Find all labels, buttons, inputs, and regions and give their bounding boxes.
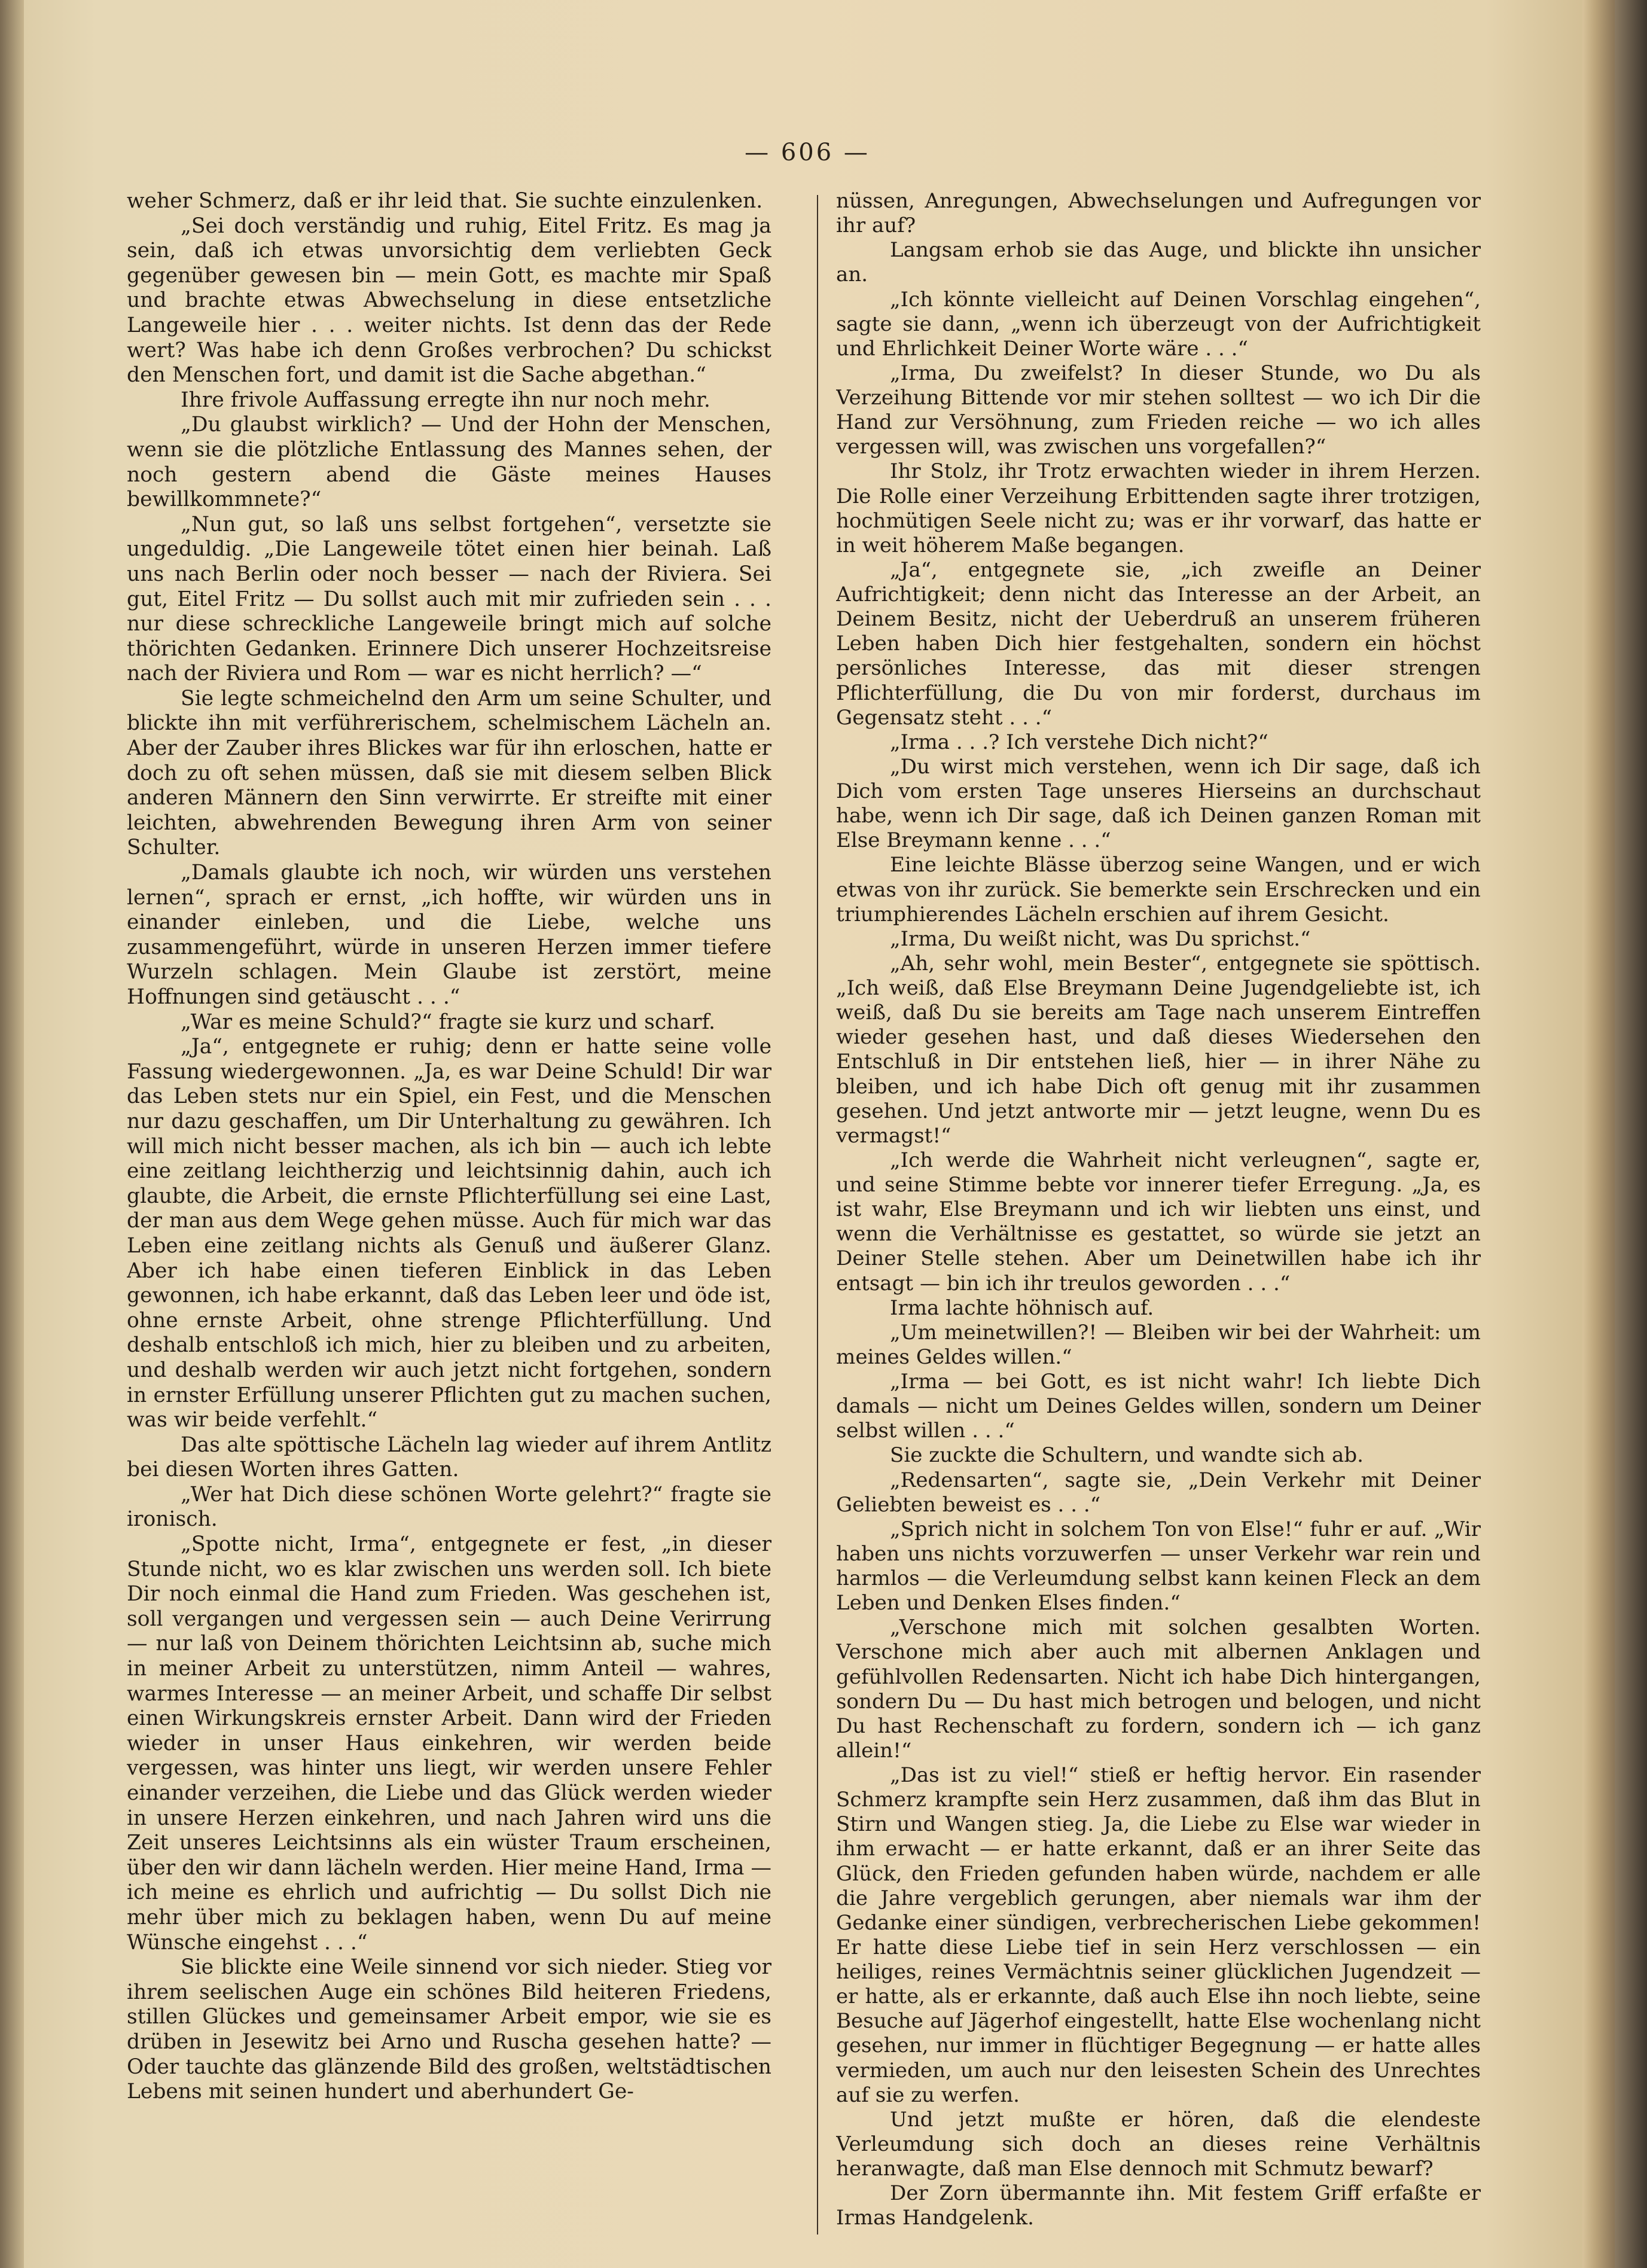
left-text-column: [127, 189, 771, 2235]
paragraph: Ihr Stolz, ihr Trotz erwachten wieder in ihrem Herzen. Die Rolle einer Verzeihung Erbittenden sagte ihrer trotzigen, hochmütigen Seele nicht zu; was er ihr vorwarf, das hatte er in weit höherem Maße begangen.: [836, 459, 1481, 557]
page-edge-shadow: [1582, 0, 1615, 2268]
paragraph: „Sprich nicht in solchem Ton von Else!“ fuhr er auf. „Wir haben uns nichts vorzuwerfen — unser Verkehr war rein und harmlos — die Verleumdung selbst kann keinen Fleck an dem Leben und Denken Elses finden.“: [836, 1517, 1481, 1615]
paragraph: Und jetzt mußte er hören, daß die elendeste Verleumdung sich doch an dieses reine Verhältnis heranwagte, daß man Else dennoch mit Schmutz bewarf?: [836, 2107, 1481, 2181]
paragraph: „Sei doch verständig und ruhig, Eitel Fritz. Es mag ja sein, daß ich etwas unvorsichtig dem verliebten Geck gegenüber gewesen bin — mein Gott, es machte mir Spaß und brachte etwas Abwechselung in diese entsetzliche Langeweile hier . . . weiter nichts. Ist denn das der Rede wert? Was habe ich denn Großes verbrochen? Du schickst den Menschen fort, und damit ist die Sache abgethan.“: [127, 214, 771, 388]
paragraph: „Redensarten“, sagte sie, „Dein Verkehr mit Deiner Geliebten beweist es . . .“: [836, 1468, 1481, 1517]
paragraph: „Wer hat Dich diese schönen Worte gelehrt?“ fragte sie ironisch.: [127, 1482, 771, 1532]
right-text-column: [836, 189, 1481, 2235]
paragraph: „Ja“, entgegnete er ruhig; denn er hatte seine volle Fassung wiedergewonnen. „Ja, es war Deine Schuld! Dir war das Leben stets nur ein Spiel, ein Fest, und die Menschen nur dazu geschaffen, um Dir Unterhaltung zu gewähren. Ich will mich nicht besser machen, als ich bin — auch ich lebte eine zeitlang leichtherzig und leichtsinnig dahin, auch ich glaubte, die Arbeit, die ernste Pflichterfüllung sei eine Last, der man aus dem Wege gehen müsse. Auch für mich war das Leben eine zeitlang nichts als Genuß und äußerer Glanz. Aber ich habe einen tieferen Einblick in das Leben gewonnen, ich habe erkannt, daß das Leben leer und öde ist, ohne ernste Arbeit, ohne strenge Pflichterfüllung. Und deshalb entschloß ich mich, hier zu bleiben und zu arbeiten, und deshalb werden wir auch jetzt nicht fortgehen, sondern in ernster Erfüllung unserer Pflichten gut zu machen suchen, was wir beide verfehlt.“: [127, 1035, 771, 1432]
page-number: — 606 —: [745, 139, 870, 166]
paragraph: „Damals glaubte ich noch, wir würden uns verstehen lernen“, sprach er ernst, „ich hoffte, wir würden uns in einander einleben, und die Liebe, welche uns zusammengeführt, würde in unseren Herzen immer tiefere Wurzeln schlagen. Mein Glaube ist zerstört, meine Hoffnungen sind getäuscht . . .“: [127, 861, 771, 1009]
paragraph: „Ich werde die Wahrheit nicht verleugnen“, sagte er, und seine Stimme bebte vor innerer tiefer Erregung. „Ja, es ist wahr, Else Breymann und ich wir liebten uns einst, und wenn die Verhältnisse es gestattet, so würde sie jetzt an Deiner Stelle stehen. Aber um Deinetwillen habe ich ihr entsagt — bin ich ihr treulos geworden . . .“: [836, 1148, 1481, 1295]
paragraph: „Du glaubst wirklich? — Und der Hohn der Menschen, wenn sie die plötzliche Entlassung des Mannes sehen, der noch gestern abend die Gäste meines Hauses bewillkommnete?“: [127, 413, 771, 512]
paragraph: „Irma, Du zweifelst? In dieser Stunde, wo Du als Verzeihung Bittende vor mir stehen solltest — wo ich Dir die Hand zur Versöhnung, zum Frieden reiche — wo ich alles vergessen will, was zwischen uns vorgefallen?“: [836, 361, 1481, 459]
paragraph: weher Schmerz, daß er ihr leid that. Sie suchte einzulenken.: [127, 189, 763, 213]
paragraph: „Irma . . .? Ich verstehe Dich nicht?“: [890, 730, 1268, 754]
paragraph: „Irma, Du weißt nicht, was Du sprichst.“: [890, 926, 1311, 951]
paragraph: Irma lachte höhnisch auf.: [890, 1295, 1154, 1320]
paragraph: Der Zorn übermannte ihn. Mit festem Griff erfaßte er Irmas Handgelenk.: [836, 2181, 1481, 2230]
page-binding-shadow: [0, 0, 24, 2268]
paragraph: „Du wirst mich verstehen, wenn ich Dir sage, daß ich Dich vom ersten Tage unseres Hierseins an durchschaut habe, wenn ich Dir sage, daß ich Deinen ganzen Roman mit Else Breymann kenne . . .“: [836, 754, 1481, 853]
paragraph: „Ah, sehr wohl, mein Bester“, entgegnete sie spöttisch. „Ich weiß, daß Else Breymann Deine Jugendgeliebte ist, ich weiß, daß Du sie bereits am Tage nach unserem Eintreffen wieder gesehen hast, und daß dieses Wiedersehen den Entschluß in Dir entstehen ließ, hier — in ihrer Nähe zu bleiben, und ich habe Dich oft genug mit ihr zusammen gesehen. Und jetzt antworte mir — jetzt leugne, wenn Du es vermagst!“: [836, 951, 1481, 1148]
paragraph: „Das ist zu viel!“ stieß er heftig hervor. Ein rasender Schmerz krampfte sein Herz zusammen, daß ihm das Blut in Stirn und Wangen stieg. Ja, die Liebe zu Else war wieder in ihm erwacht — er hatte erkannt, daß er an ihrer Seite das Glück, den Frieden gefunden haben würde, nachdem er alle die Jahre vergeblich gerungen, aber niemals war ihm der Gedanke einer sündigen, verbrecherischen Liebe gekommen! Er hatte diese Liebe tief in sein Herz verschlossen — ein heiliges, reines Vermächtnis seiner glücklichen Jugendzeit — er hatte, als er erkannte, daß auch Else ihn noch liebte, seine Besuche auf Jägerhof eingestellt, hatte Else wochenlang nicht gesehen, nur immer in flüchtiger Begegnung — er hatte alles vermieden, um auch nur den leisesten Schein des Unrechtes auf sie zu werfen.: [836, 1763, 1481, 2107]
column-divider: [817, 195, 818, 2235]
paragraph: Langsam erhob sie das Auge, und blickte ihn unsicher an.: [836, 238, 1481, 287]
paragraph: „Nun gut, so laß uns selbst fortgehen“, versetzte sie ungeduldig. „Die Langeweile tötet einen hier beinah. Laß uns nach Berlin oder noch besser — nach der Riviera. Sei gut, Eitel Fritz — Du sollst auch mit mir zufrieden sein . . . nur diese schreckliche Langeweile bringt mich auf solche thörichten Gedanken. Erinnere Dich unserer Hochzeitsreise nach der Riviera und Rom — war es nicht herrlich? —“: [127, 512, 771, 686]
paragraph: „Irma — bei Gott, es ist nicht wahr! Ich liebte Dich damals — nicht um Deines Geldes willen, sondern um Deiner selbst willen . . .“: [836, 1370, 1481, 1443]
paragraph: Das alte spöttische Lächeln lag wieder auf ihrem Antlitz bei diesen Worten ihres Gatten.: [127, 1432, 771, 1482]
paragraph: Sie zuckte die Schultern, und wandte sich ab.: [890, 1443, 1364, 1468]
paragraph: Eine leichte Blässe überzog seine Wangen, und er wich etwas von ihr zurück. Sie bemerkte sein Erschrecken und ein triumphierendes Lächeln erschien auf ihrem Gesicht.: [836, 853, 1481, 926]
paragraph: „Verschone mich mit solchen gesalbten Worten. Verschone mich aber auch mit albernen Anklagen und gefühlvollen Redensarten. Nicht ich habe Dich hintergangen, sondern Du — Du hast mich betrogen und belogen, und nicht Du hast Rechenschaft zu fordern, sondern ich — ich ganz allein!“: [836, 1615, 1481, 1763]
paragraph: „Um meinetwillen?! — Bleiben wir bei der Wahrheit: um meines Geldes willen.“: [836, 1320, 1481, 1369]
paragraph: „Ich könnte vielleicht auf Deinen Vorschlag eingehen“, sagte sie dann, „wenn ich überzeugt von der Aufrichtigkeit und Ehrlichkeit Deiner Worte wäre . . .“: [836, 287, 1481, 361]
paragraph: „War es meine Schuld?“ fragte sie kurz und scharf.: [181, 1010, 715, 1034]
paragraph: Sie legte schmeichelnd den Arm um seine Schulter, und blickte ihn mit verführerischem, schelmischem Lächeln an. Aber der Zauber ihres Blickes war für ihn erloschen, hatte er doch zu oft sehen müssen, daß sie mit diesem selben Blick anderen Männern den Sinn verwirrte. Er streifte mit einer leichten, abwehrenden Bewegung ihren Arm von seiner Schulter.: [127, 686, 771, 860]
paragraph: nüssen, Anregungen, Abwechselungen und Aufregungen vor ihr auf?: [836, 189, 1481, 238]
adjacent-page-edge: [1615, 0, 1647, 2268]
paragraph: Sie blickte eine Weile sinnend vor sich nieder. Stieg vor ihrem seelischen Auge ein schönes Bild heiteren Friedens, stillen Glückes und gemeinsamer Arbeit empor, wie sie es drüben in Jesewitz bei Arno und Ruscha gesehen hatte? — Oder tauchte das glänzende Bild des großen, weltstädtischen Lebens mit seinen hundert und aberhundert Ge-: [127, 1955, 771, 2104]
paragraph: „Ja“, entgegnete sie, „ich zweifle an Deiner Aufrichtigkeit; denn nicht das Interesse an der Arbeit, an Deinem Besitz, nicht der Ueberdruß an unserem früheren Leben haben Dich hier festgehalten, sondern ein höchst persönliches Interesse, das mit dieser strengen Pflichterfüllung, die Du von mir forderst, durchaus im Gegensatz steht . . .“: [836, 557, 1481, 730]
paragraph: Ihre frivole Auffassung erregte ihn nur noch mehr.: [181, 388, 710, 412]
paragraph: „Spotte nicht, Irma“, entgegnete er fest, „in dieser Stunde nicht, wo es klar zwischen uns werden soll. Ich biete Dir noch einmal die Hand zum Frieden. Was geschehen ist, soll vergangen und vergessen sein — auch Deine Verirrung — nur laß von Deinem thörichten Leichtsinn ab, suche mich in meiner Arbeit zu unterstützen, nimm Anteil — wahres, warmes Interesse — an meiner Arbeit, und schaffe Dir selbst einen Wirkungskreis ernster Arbeit. Dann wird der Frieden wieder in unser Haus einkehren, wir werden beide vergessen, was hinter uns liegt, wir werden unsere Fehler einander verzeihen, die Liebe und das Glück werden wieder in unsere Herzen einkehren, und nach Jahren wird uns die Zeit unseres Leichtsinns als ein wüster Traum erscheinen, über den wir dann lächeln werden. Hier meine Hand, Irma — ich meine es ehrlich und aufrichtig — Du sollst Dich nie mehr über mich zu beklagen haben, wenn Du auf meine Wünsche eingehst . . .“: [127, 1532, 771, 1955]
